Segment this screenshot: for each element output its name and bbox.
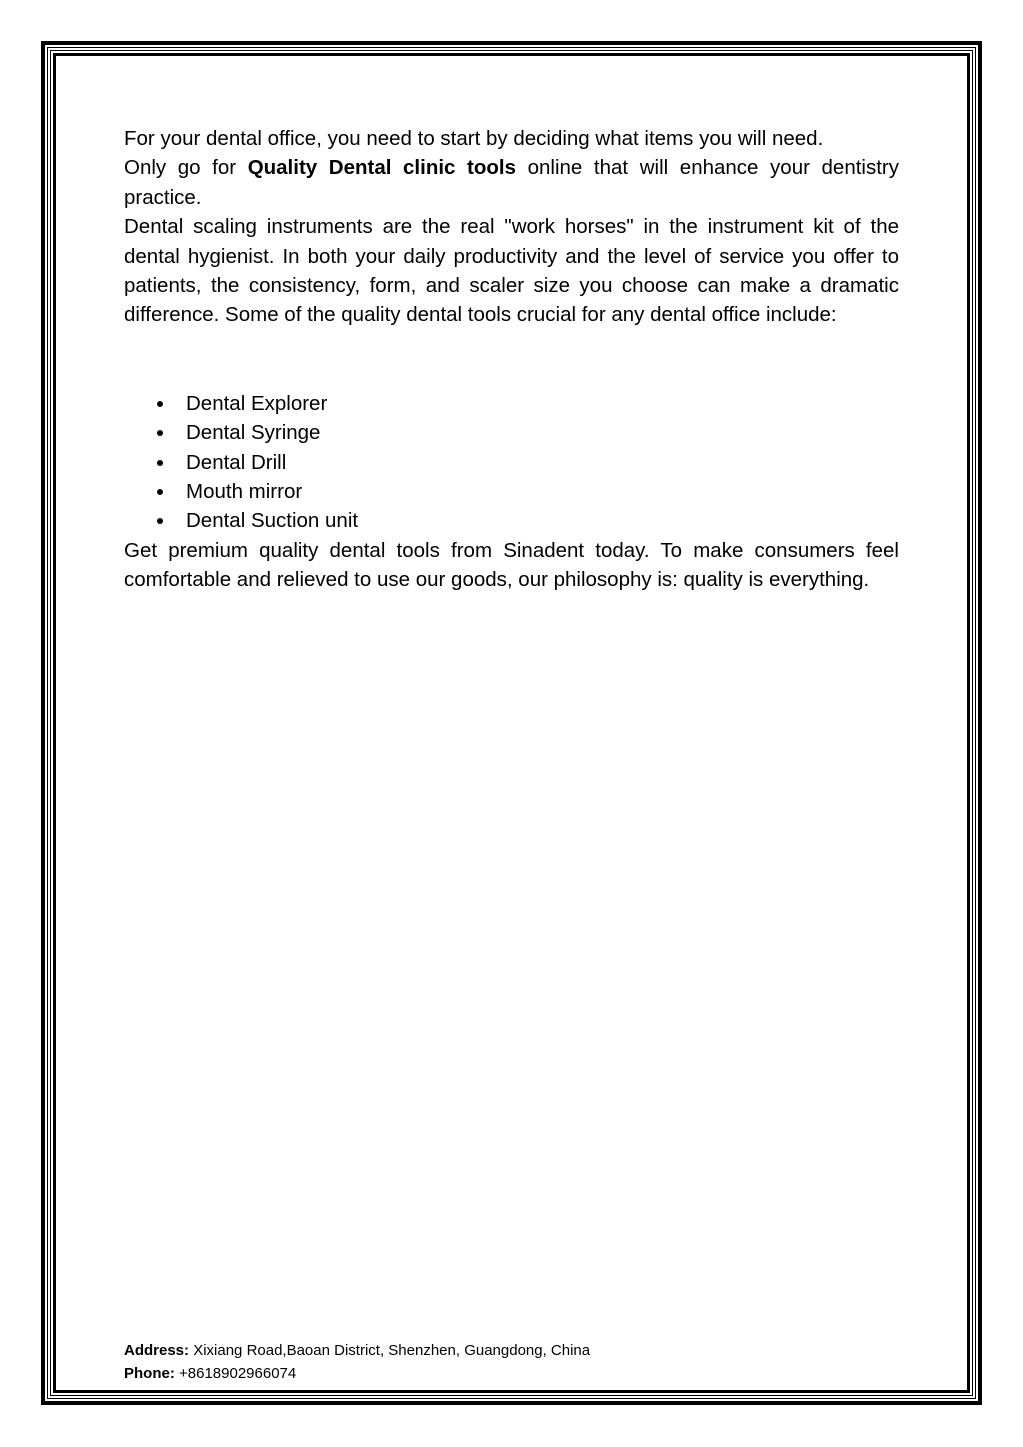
list-item-label: Dental Drill [186,450,287,474]
phone-line [124,1362,899,1385]
document-body [124,124,899,595]
intro-line-2-prefix: Only go for [124,156,248,180]
address-line [124,1339,899,1362]
list-item-label: Mouth mirror [186,480,303,504]
bullet-icon [157,460,163,466]
intro-line-1: For your dental office, you need to start by deciding what items you will need. [124,127,824,150]
address-value: Xixiang Road,Baoan District, Shenzhen, Guangdong, China [189,1342,591,1359]
intro-line-2-suffix: online that will enhance your dentistry practice. [124,156,900,209]
list-item [124,506,899,535]
phone-value: +8618902966074 [174,1365,297,1382]
closing-paragraph: Get premium quality dental tools from Sinadent today. To make consumers feel comfortable and relieved to use our goods, our philosophy is: quality is everything. [124,538,899,592]
list-item [124,389,899,418]
dental-tools-list [124,389,899,536]
list-item [124,418,899,447]
paragraph-spacer [124,330,899,389]
quality-dental-clinic-tools-link[interactable]: Quality Dental clinic tools [247,156,517,180]
scaling-instruments-paragraph: Dental scaling instruments are the real "work horses" in the instrument kit of the dental hygienist. In both your daily productivity and the level of service you offer to patients, the consistency, form, and scaler size you choose can make a dramatic difference. Some of the quality dental tools crucial for any dental office include: [124,215,899,327]
bullet-icon [157,401,163,407]
contact-footer [124,1339,899,1385]
address-label: Address: [124,1342,190,1359]
bullet-icon [157,489,163,495]
bullet-icon [157,430,163,436]
list-item [124,477,899,506]
list-item [124,448,899,477]
list-item-label: Dental Syringe [186,421,321,445]
list-item-label: Dental Suction unit [186,509,359,533]
bullet-icon [157,518,163,524]
intro-paragraph [124,124,899,212]
list-item-label: Dental Explorer [186,391,328,415]
phone-label: Phone: [124,1365,175,1382]
